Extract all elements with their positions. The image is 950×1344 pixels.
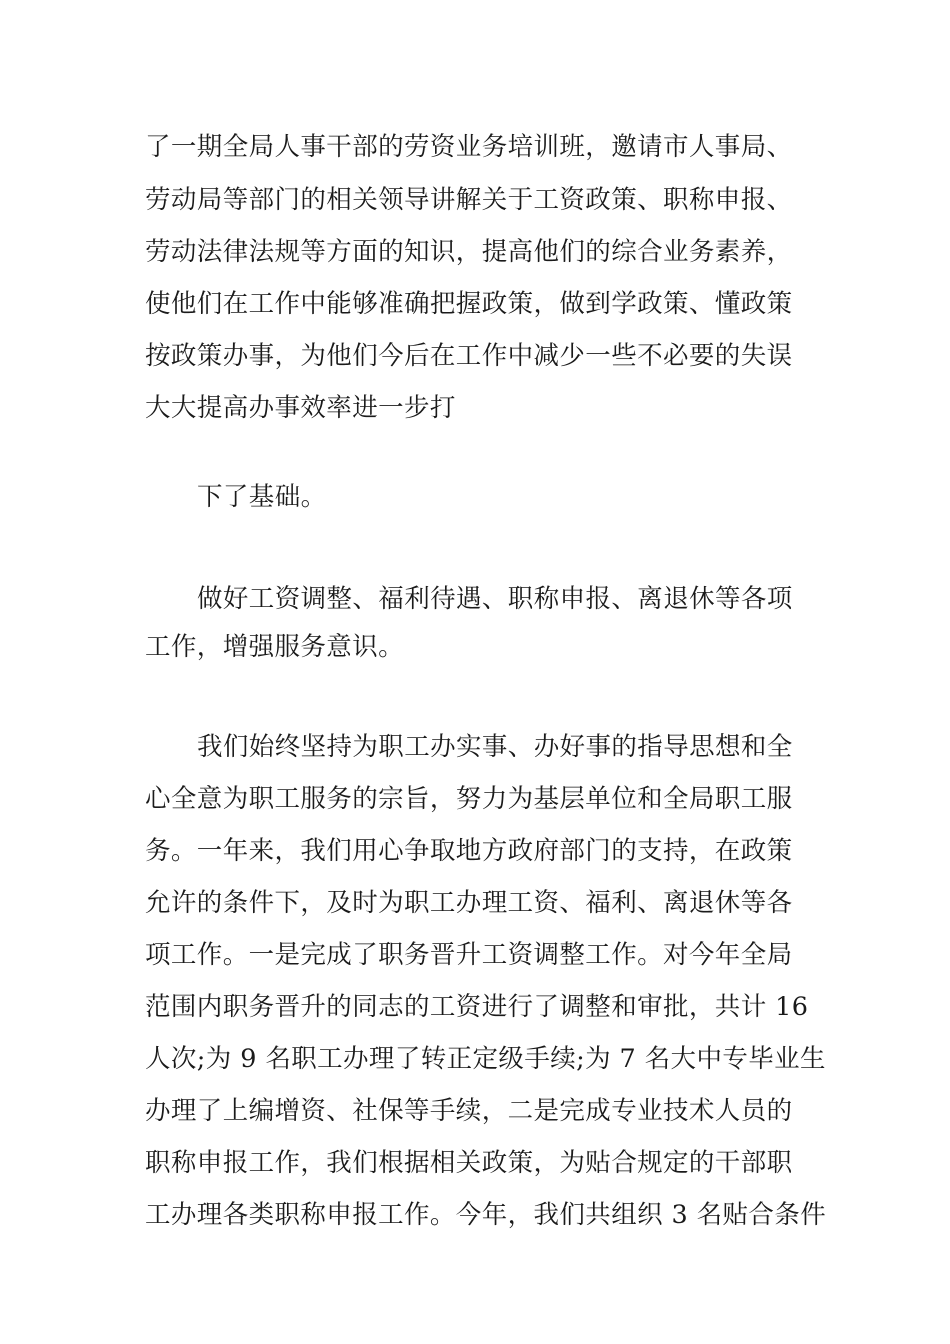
text-line: 范围内职务晋升的同志的工资进行了调整和审批，共计 16: [145, 992, 809, 1022]
text-line: 使他们在工作中能够准确把握政策，做到学政策、懂政策: [145, 289, 793, 319]
text-line: 工作，增强服务意识。: [145, 632, 405, 662]
text-line: 劳动局等部门的相关领导讲解关于工资政策、职称申报、: [145, 185, 793, 215]
text-line: 项工作。一是完成了职务晋升工资调整工作。对今年全局: [145, 940, 793, 970]
text-line: 务。一年来，我们用心争取地方政府部门的支持，在政策: [145, 836, 793, 866]
text-line: 心全意为职工服务的宗旨，努力为基层单位和全局职工服: [145, 784, 793, 814]
text-line: 下了基础。: [197, 482, 327, 512]
text-line: 我们始终坚持为职工办实事、办好事的指导思想和全: [197, 732, 793, 762]
text-line: 办理了上编增资、社保等手续，二是完成专业技术人员的: [145, 1096, 793, 1126]
text-line: 做好工资调整、福利待遇、职称申报、离退休等各项: [197, 584, 793, 614]
text-line: 劳动法律法规等方面的知识，提高他们的综合业务素养，: [145, 237, 793, 267]
text-line: 工办理各类职称申报工作。今年，我们共组织 3 名贴合条件: [145, 1200, 827, 1230]
text-line: 允许的条件下，及时为职工办理工资、福利、离退休等各: [145, 888, 793, 918]
text-line: 了一期全局人事干部的劳资业务培训班，邀请市人事局、: [145, 132, 793, 162]
text-line: 职称申报工作，我们根据相关政策，为贴合规定的干部职: [145, 1148, 793, 1178]
text-line: 按政策办事，为他们今后在工作中减少一些不必要的失误: [145, 341, 793, 371]
text-line: 大大提高办事效率进一步打: [145, 393, 456, 423]
text-line: 人次;为 9 名职工办理了转正定级手续;为 7 名大中专毕业生: [145, 1044, 826, 1074]
